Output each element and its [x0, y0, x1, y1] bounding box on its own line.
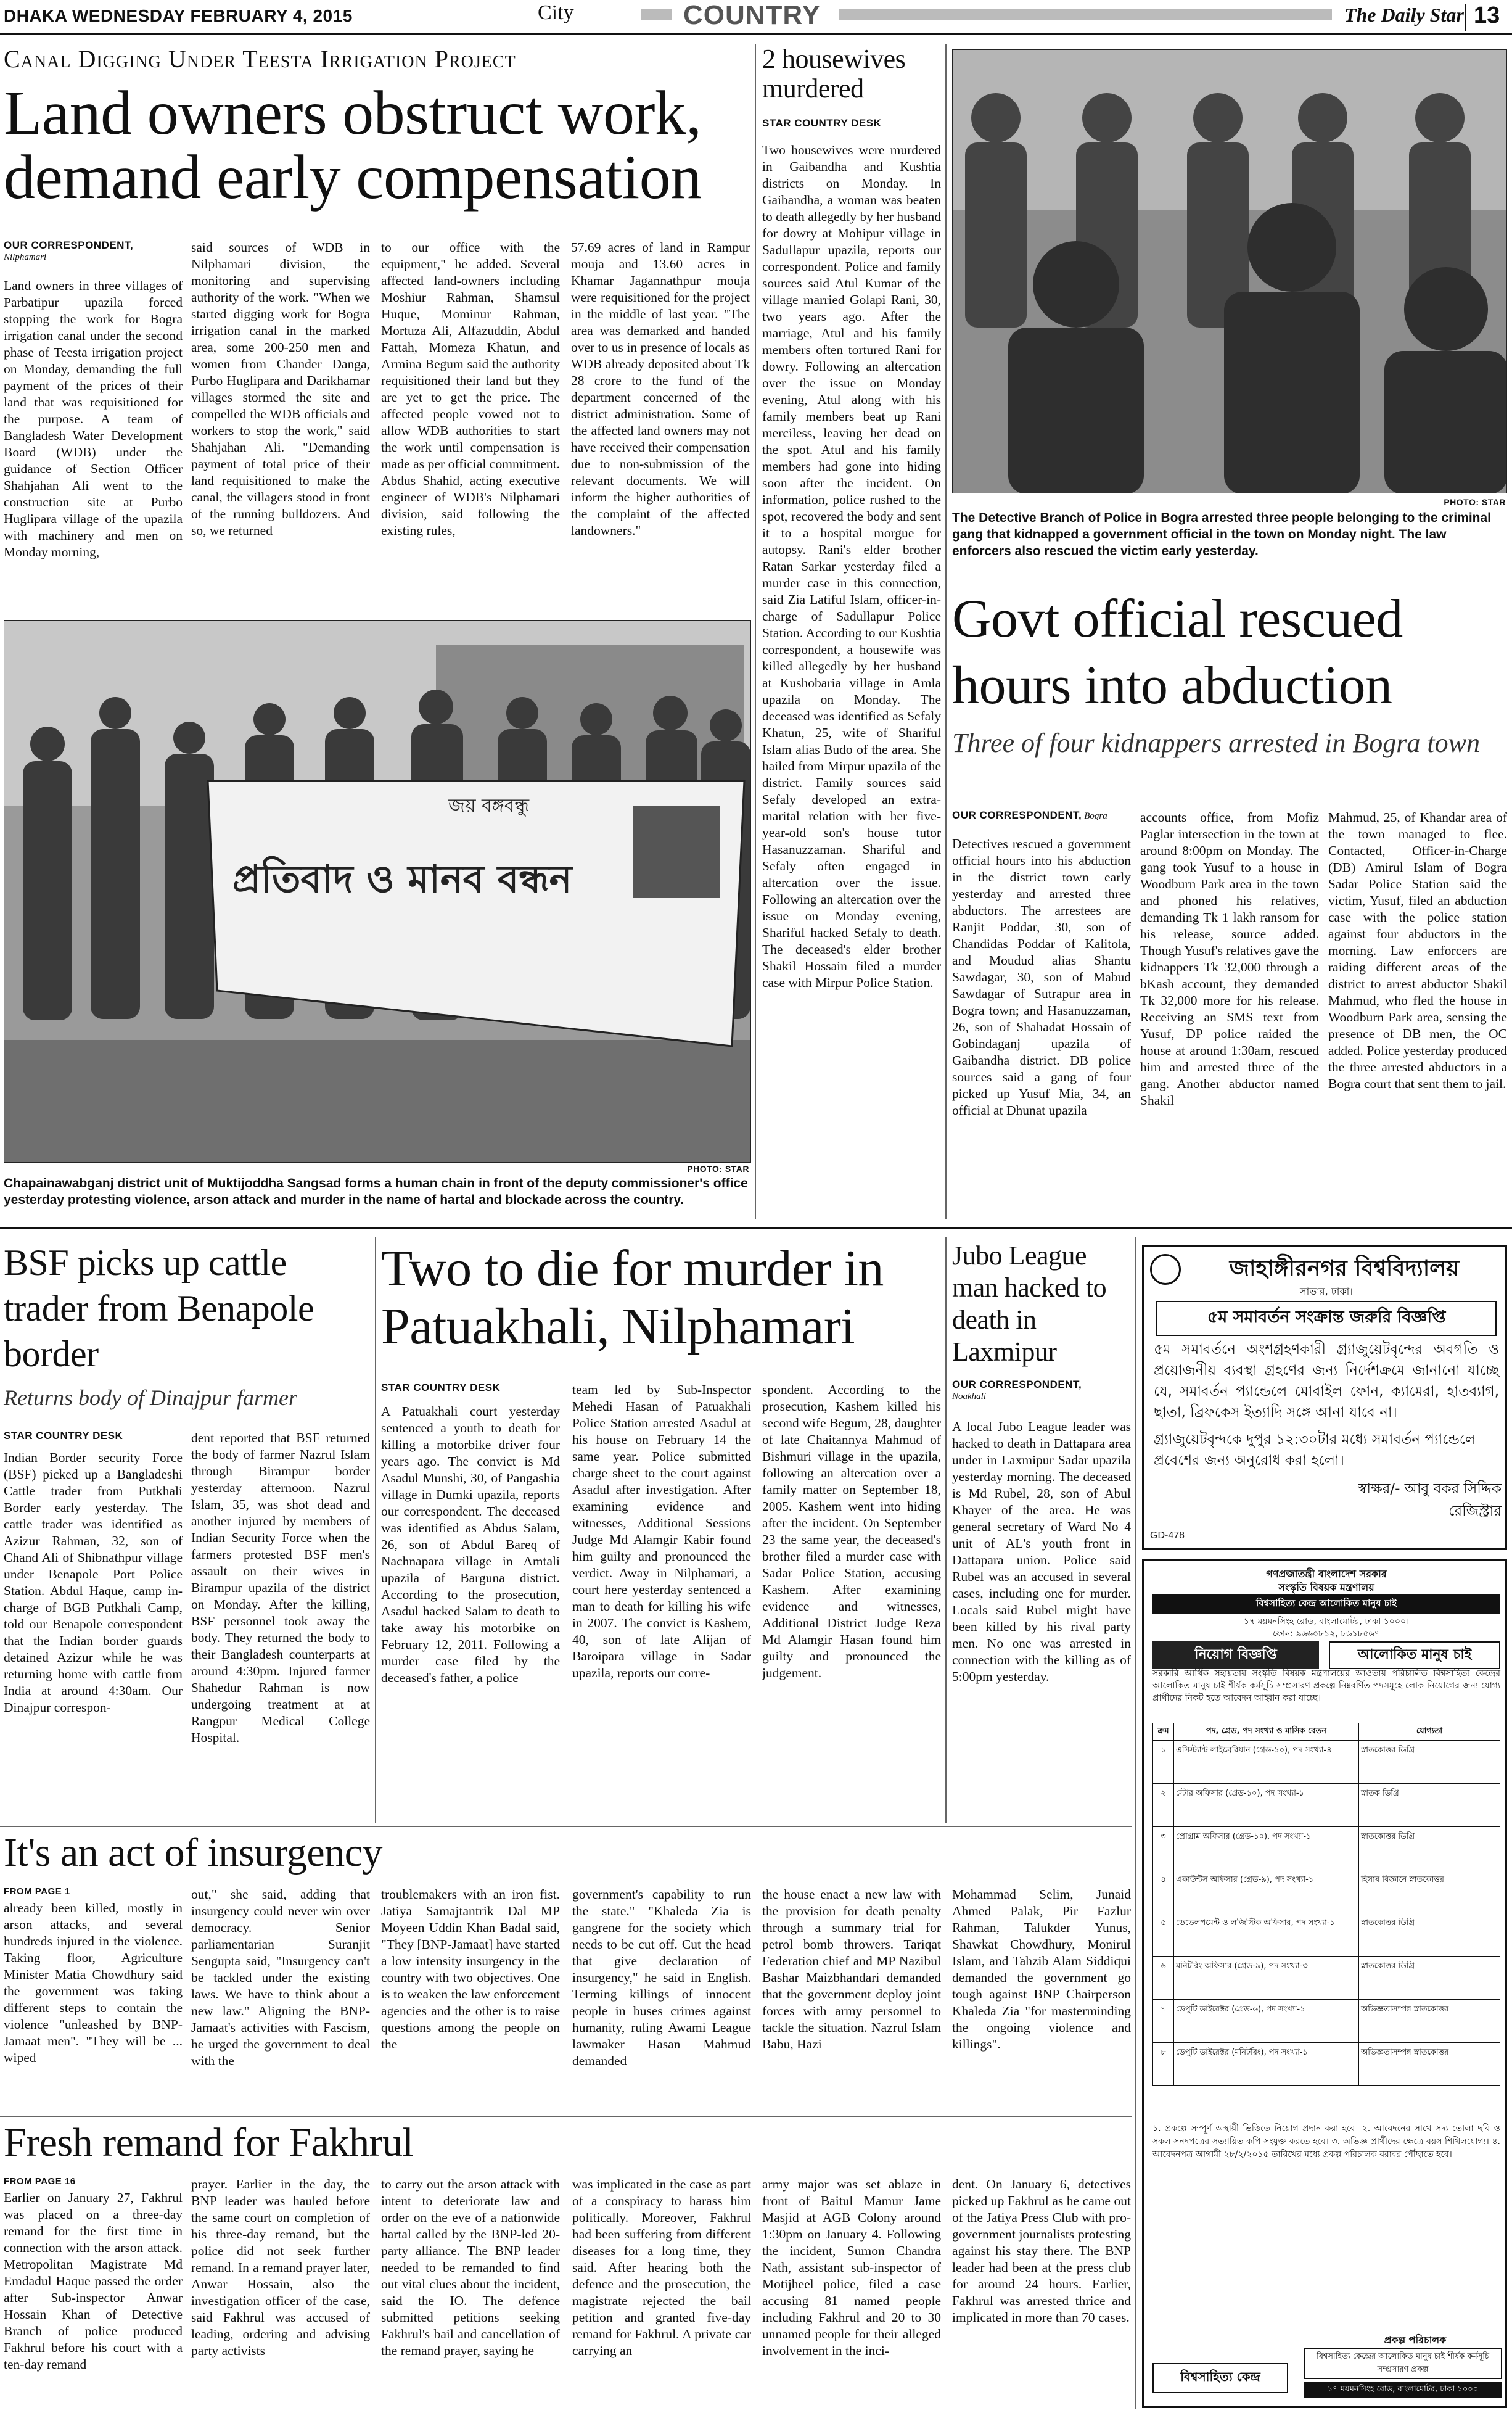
byline-location: Nilphamari [4, 252, 47, 262]
byline: STAR COUNTRY DESK [762, 117, 882, 129]
story-headline: 2 housewives murdered [762, 44, 906, 104]
story-headline: Govt official rescued hours into abduction [952, 589, 1403, 716]
article-column [381, 2176, 560, 2359]
article-text: Two housewives were murdered in Gaibandha and Kushtia districts on Monday. In Gaibandha, a woman was beaten to death allegedly by her husband for dowry at Mohipur village in Sadullapur upazila, reports our correspondent. Police and family sources said Atul Kumar of the village married Golapi Rani, 30, two years ago. After the marriage, Atul and his family members often tortured Rani for dowry. Following an altercation over the issue on Monday evening, Atul along with his family members beat up Rani merciless, leaving her dead on the spot. Atul and his family members had gone into hiding soon after the incident. On information, police rushed to the spot, recovered the body and sent it to a hospital morgue for autopsy. Rani's elder brother Ratan Sarkar yesterday filed a murder case in this connection, said Zia Latiful Islam, officer-in-charge of Sadullapur Police Station. According to our Kushtia correspondent, a housewife was killed allegedly by her husband at Kushobaria village in Amla upazila on Monday. The deceased was identified as Sefaly Khatun, 25, wife of Shariful Islam alias Budo of the area. She hailed from Mirpur upazila of the district. Family sources said Sefaly developed an extra-marital relation with her five-year-old son's house tutor Hasanuzzaman. Shariful and Sefaly often engaged in altercation over the issue. Following an altercation over the issue on Monday evening, Shariful hacked Sefaly to death. The deceased's elder brother Shakil Hossain filed a murder case with Mirpur Police Station. [762, 142, 941, 990]
ad-body-2: গ্র্যাজুয়েটবৃন্দকে দুপুর ১২:৩০টার মধ্যে সমাবর্তন প্যান্ডেলে প্রবেশের জন্য অনুরোধ করা হলো। [1154, 1432, 1476, 1469]
table-cell: হিসাব বিজ্ঞানে স্নাতকোত্তর [1359, 1870, 1500, 1913]
byline [4, 239, 183, 263]
ad-tag-slogan: আলোকিত মানুষ চাই [1329, 1641, 1500, 1669]
university-notice-ad [1142, 1245, 1507, 1550]
table-row [1153, 1957, 1500, 2000]
article-text: Earlier on January 27, Fakhrul was placed on a three-day remand for the first time in connection with the arson attack. Metropolitan Magistrate Md Emdadul Haque passed the order after Sub-inspector Anwar Hossain Khan of Detective Branch of police produced Fakhrul before his court with a ten-day remand [4, 2190, 183, 2372]
recruitment-ad [1142, 1559, 1507, 2408]
table-cell: এসিস্ট্যান্ট লাইব্রেরিয়ান (গ্রেড-১০), পদ সংখ্যা-৪ [1174, 1741, 1359, 1784]
article-column [381, 1886, 560, 2053]
article-text: to our office with the equipment," he added. Several affected land-owners including Moshiur Rahman, Shamsul Huque, Mominur Rahman, Mortuza Ali, Alfazuddin, Abdul Fattah, Momeza Khatun, and Armina Begum said the authority requisitioned their land but they are yet to get the price. The affected people vowed not to allow WDB authorities to start the work until compensation is made as per official commitment. Abdus Shahid, acting executive engineer of WDB's Nilphamari division, said following the existing rules, [381, 240, 560, 538]
ad-phone: ফোন: ৯৬৬০৮১২, ৮৬১৮৫৬৭ [1273, 1629, 1380, 1639]
byline [952, 1379, 1131, 1402]
article-column [572, 2176, 751, 2359]
divider [1465, 4, 1466, 31]
ad-ministry: সংস্কৃতি বিষয়ক মন্ত্রণালয় [1278, 1582, 1374, 1593]
table-cell: ৬ [1153, 1957, 1174, 2000]
article-text: 57.69 acres of land in Rampur mouja and 13.60 acres in Khamar Jagannathpur mouja were requisitioned for the project in the middle of last year. "The area was demarked and handed over to us in presence of locals as WDB already deposited about Tk 28 crore to the fund of the department concerned of the district administration. Some of the affected land owners may not have received their compensation due to non-submission of the relevant documents. We will inform the higher authorities of the complaint of the affected landowners." [571, 240, 750, 538]
ad-intro: সরকারি আর্থিক সহায়তায় সংস্কৃতি বিষয়ক মন্ত্রণালয়ের আওতায় পরিচালিত বিশ্বসাহিত্য কেন্দ্রের আলোকিত মানুষ চাই শীর্ষক কর্মসূচি সম্প্রসারণ প্রকল্পে নিম্নবর্ণিত পদসমূহে লোক নিয়োগের জন্য যোগ্য প্রার্থীদের নিকট হতে আবেদন আহ্বান করা যাচ্ছে। [1152, 1668, 1500, 1703]
masthead [0, 0, 1512, 35]
paper-name: The Daily Star [1344, 4, 1464, 26]
table-cell: ১ [1153, 1741, 1174, 1784]
article-column [191, 1886, 370, 2069]
article-column [1328, 809, 1507, 1092]
article-column [952, 1886, 1131, 2053]
article-text: Indian Border security Force (BSF) picked up a Bangladeshi Cattle trader from Putkhali Border early yesterday. The cattle trader was identified as Azizur Rahman, 32, son of Chand Ali of Shibnathpur village under Benapole Port Police Station. Abdul Haque, camp in-charge of BGB Putkhali Camp, told our Benapole correspondent that the Indian border guards detained Azizur while he was returning home with cattle from India at around 4:30am. Our Dinajpur correspon- [4, 1450, 183, 1715]
ad-footer-address: ১৭ ময়মনসিংহ রোড, বাংলামোটর, ঢাকা ১০০০ [1304, 2382, 1502, 2398]
article-text: was implicated in the case as part of a conspiracy to harass him politically. Moreover, Fakhrul had been suffering from different diseases for a long time, they said. After hearing both the defence and the prosecution, the magistrate rejected the bail petition and granted five-day remand for Fakhrul. A private car carrying an [572, 2177, 751, 2358]
ad-signature: স্বাক্ষর/- আবু বকর সিদ্দিক [1358, 1481, 1502, 1497]
article-column [762, 2176, 941, 2359]
story-deck: Returns body of Dinajpur farmer [4, 1385, 297, 1410]
table-header-cell: যোগ্যতা [1359, 1723, 1500, 1741]
article-text: A Patuakhali court yesterday sentenced a youth to death for killing a motorbike driver four years ago. The convict is Md Asadul Munshi, 30, of Pangashia village in Dumki upazila, reports our correspondent. The deceased was identified as Abdus Salam, 26, son of Abdul Bareq of Nachnapara village in Amtali upazila of Barguna district. According to the prosecution, Asadul hacked Salam to death to take away his motorbike on February 12, 2011. Following a murder case filed by the deceased's father, a police [381, 1404, 560, 1685]
table-row [1153, 2043, 1500, 2086]
table-header-cell: পদ, গ্রেড, পদ সংখ্যা ও মাসিক বেতন [1174, 1723, 1359, 1741]
story-headline: Fresh remand for Fakhrul [4, 2120, 414, 2165]
jump-line: FROM PAGE 1 [4, 1886, 70, 1897]
table-cell: ৭ [1153, 2000, 1174, 2043]
photo-credit: PHOTO: STAR [1444, 497, 1506, 507]
story-deck: Three of four kidnappers arrested in Bogra town [952, 728, 1480, 758]
photo-caption: The Detective Branch of Police in Bogra arrested three people belonging to the criminal gang that kidnapped a government official in the town on Monday night. The law enforcers also rescued the victim early yesterday. [952, 511, 1492, 558]
article-column [572, 1382, 751, 1681]
banner-slogan: জয় বঙ্গবন্ধু [448, 795, 530, 817]
byline-location: Bogra [1084, 811, 1107, 821]
article-column [952, 1419, 1131, 1685]
article-text: Land owners in three villages of Parbatipur upazila forced stopping the work for Bogra irrigation canal under the second phase of Teesta irrigation project on Monday, demanding the full payment of the prices of their land that was requisitioned for the purpose. A team of Bangladesh Water Development Board (WDB) under the guidance of Section Officer Shahjahan Ali went to the construction site at Purbo Huglipara village of the upazila with machinery and men on Monday morning, [4, 278, 183, 559]
article-text: spondent. According to the prosecution, Kashem killed his second wife Begum, 28, daughter of late Chaitannya Mahmud of Bishmuri village in the upazila, following an altercation over a family matter on September 18, 2005. Kashem went into hiding after the incident. On September 23 the same year, the deceased's brother filed a murder case with Sadar Police Station, accusing Kashem. After examining evidence and witnesses, Additional District Judge Reza Md Alamgir Hasan found him guilty and pronounced the judgement. [762, 1382, 941, 1680]
table-row [1153, 2000, 1500, 2043]
article-text: A local Jubo League leader was hacked to death in Dattapara area under in Laxmipur Sadar upazila yesterday morning. The deceased is Md Rubel, 28, son of Abul Khayer of the area. He was general secretary of Ward No 4 unit of AL's youth front in Dattapara union. Police said Rubel was an accused in several cases, including one for murder. Locals said Rubel might have been killed by his rival party men. No one was arrested in connection with the killing as of 5:00pm yesterday. [952, 1419, 1131, 1684]
byline-name: OUR CORRESPONDENT, [952, 809, 1082, 821]
story-headline: Two to die for murder in Patuakhali, Nilphamari [381, 1240, 884, 1355]
ad-org: বিশ্বসাহিত্য কেন্দ্র আলোকিত মানুষ চাই [1152, 1594, 1500, 1614]
jump-line: FROM PAGE 16 [4, 2176, 76, 2187]
table-cell: অভিজ্ঞতাসম্পন্ন স্নাতকোত্তর [1359, 2043, 1500, 2086]
table-cell: একাউন্টস অফিসার (গ্রেড-৯), পদ সংখ্যা-১ [1174, 1870, 1359, 1913]
table-cell: অভিজ্ঞতাসম্পন্ন স্নাতকোত্তর [1359, 2000, 1500, 2043]
byline: STAR COUNTRY DESK [4, 1430, 123, 1442]
story-headline: Land owners obstruct work, demand early compensation [4, 78, 702, 213]
table-cell: স্নাতক ডিগ্রি [1359, 1784, 1500, 1827]
article-text: said sources of WDB in Nilphamari division, the monitoring and supervising authority of the work. "When we started digging work for Bogra irrigation canal in the marked area, some 200-250 men and women from Chander Danga, Purbo Huglipara and Darikhamar villages stormed the site and compelled the WDB officials and workers to stop the work," said Shahjahan Ali. "Demanding payment of total price of their land requisitioned to make the canal, the villagers stood in front of the running bulldozers. And so, we returned [191, 240, 370, 538]
table-header-cell: ক্রম [1153, 1723, 1174, 1741]
article-column [1140, 809, 1319, 1109]
ad-body: ৫ম সমাবর্তনে অংশগ্রহণকারী গ্র্যাজুয়েটবৃন্দের অবগতি ও প্রয়োজনীয় ব্যবস্থা গ্রহণের জন্য নির্দেশক্রমে জানানো যাচ্ছে যে, সমাবর্তন প্যান্ডেলে মোবাইল ফোন, ক্যামেরা, হাতব্যাগ, ছাতা, ব্রিফকেস ইত্যাদি সঙ্গে আনা যাবে না। [1154, 1342, 1499, 1421]
article-column [762, 142, 941, 991]
column-rule [1135, 1237, 1136, 2409]
table-row [1153, 1741, 1500, 1784]
column-rule [755, 44, 756, 1219]
article-text: Mahmud, 25, of Khandar area of the town managed to flee. Contacted, Officer-in-Charge (DB) Amirul Islam of Bogra Sadar Police Station said the victim, Yusuf, filed an abduction case with the police station against four abductors in the morning. Law enforcers are raiding different areas of the district to arrest abductor Shakil Mahmud, who fled the house in Woodburn Park area, sensing the presence of DB men, the OC added. Police yesterday produced the three arrested abductors in a Bogra court that sent them to jail. [1328, 810, 1507, 1091]
ad-logo: বিশ্বসাহিত্য কেন্দ্র [1152, 2363, 1288, 2393]
article-column [381, 239, 560, 539]
table-row [1153, 1827, 1500, 1870]
ad-terms: ১. প্রকল্পে সম্পূর্ণ অস্থায়ী ভিত্তিতে নিয়োগ প্রদান করা হবে। ২. আবেদনের সাথে সদ্য তোলা ছবি ও সকল সনদপত্রের সত্যায়িত কপি সংযুক্ত করতে হবে। ৩. অভিজ্ঞ প্রার্থীদের ক্ষেত্রে বয়স শিথিলযোগ্য। ৪. আবেদনপত্র আগামী ২৮/২/২০১৫ তারিখের মধ্যে প্রকল্প পরিচালক বরাবর পৌঁছাতে হবে। [1152, 2124, 1500, 2159]
story-kicker: Canal Digging Under Teesta Irrigation Project [4, 45, 516, 73]
byline-name: OUR CORRESPONDENT, [4, 239, 134, 251]
ad-code: GD-478 [1150, 1530, 1185, 1541]
ad-footer-title: প্রকল্প পরিচালক [1384, 2334, 1447, 2346]
story-headline: It's an act of insurgency [4, 1830, 382, 1875]
ad-signature-title: রেজিস্ট্রার [1448, 1503, 1502, 1519]
table-cell: ডেপুটি ডাইরেক্টর (মনিটরিং), পদ সংখ্যা-১ [1174, 2043, 1359, 2086]
table-cell: স্নাতকোত্তর ডিগ্রি [1359, 1957, 1500, 2000]
page-number: 13 [1474, 2, 1500, 28]
article-text: dent reported that BSF returned the body of farmer Nazrul Islam through Birampur border yesterday afternoon. Nazrul Islam, 35, was shot dead and another injured by members of Indian Security Force when the farmers protested BSF men's assault on their wives in Birampur upazila of the district on Monday. After the killing, BSF personnel took away the body. They returned the body to their Bangladesh counterparts at around 4:30pm. Injured farmer Shahedur Rahman is now undergoing treatment at at Rangpur Medical College Hospital. [191, 1430, 370, 1745]
city-label: City [538, 1, 574, 24]
table-cell: প্রোগ্রাম অফিসার (গ্রেড-১০), পদ সংখ্যা-১ [1174, 1827, 1359, 1870]
story-headline: BSF picks up cattle trader from Benapole border [4, 1242, 314, 1374]
dateline: DHAKA WEDNESDAY FEBRUARY 4, 2015 [4, 6, 353, 25]
article-text: government's capability to run the state." "Khaleda Zia is gangrene for the society which needs to be cut off. Cut the head that give declaration of insurgency," he said in English. Terming killings of innocent people in buses crimes against humanity, ruling Awami League lawmaker Hasan Mahmud demanded [572, 1887, 751, 2068]
article-text: team led by Sub-Inspector Mehedi Hasan of Patuakhali Police Station arrested Asadul at his house on February 14 the same year. Police submitted charge sheet to the court against Asadul after investigation. After examining evidence and witnesses, Additional Sessions Judge Md Alamgir Kabir found him guilty and pronounced the verdict. Away in Nilphamari, a court here yesterday sentenced a man to death for killing his wife in 2007. The convict is Kashem, 40, son of late Alijan of Baroipara village in Sadar upazila, reports our corre- [572, 1382, 751, 1680]
article-text: army major was set ablaze in front of Baitul Mamur Jame Masjid at AGB Colony around 1:30pm on January 4. Following the incident, Sumon Chandra Nath, assistant sub-inspector of Motijheel police, filed a case accusing 81 named people including Fakhrul and 20 to 30 unnamed people for their alleged involvement in the inci- [762, 2177, 941, 2358]
section-rule [0, 2116, 1132, 2117]
article-column [4, 1900, 183, 2066]
university-seal-icon [1150, 1254, 1181, 1285]
table-cell: ২ [1153, 1784, 1174, 1827]
article-column [571, 239, 750, 539]
photo-illustration [953, 50, 1507, 493]
ad-address: ১৭ ময়মনসিংহ রোড, বাংলামোটর, ঢাকা ১০০০। [1243, 1617, 1410, 1627]
article-text: Detectives rescued a government official hours into his abduction in the district town early yesterday and arrested three abductors. The arrestees are Ranjit Poddar, 30, son of Chandidas Poddar of Kalitola, and Moudud alias Shantu Sawdagar, 30, son of Mabud Sawdagar of Sutrapur area in Bogra town; and Hasanuzzaman, 26, son of Shahadat Hossain of Gobindaganj upazila of Gaibandha district. DB police sources said a gang of four picked up Yusuf Mia, 34, an official at Dhunat upazila [952, 836, 1131, 1118]
photo-caption: Chapainawabganj district unit of Muktijoddha Sangsad forms a human chain in front of the deputy commissioner's office yesterday protesting violence, arson attack and murder in the name of hartal and blockade across the country. [4, 1176, 748, 1207]
byline-name: OUR CORRESPONDENT, [952, 1379, 1082, 1390]
byline-location: Noakhali [952, 1392, 986, 1401]
table-cell: স্নাতকোত্তর ডিগ্রি [1359, 1827, 1500, 1870]
section-rule [0, 1227, 1512, 1229]
table-cell: স্নাতকোত্তর ডিগ্রি [1359, 1741, 1500, 1784]
article-column [191, 2176, 370, 2359]
article-column [381, 1403, 560, 1686]
article-text: Mohammad Selim, Junaid Ahmed Palak, Pir Fazlur Rahman, Talukder Yunus, Shawkat Chowdhury, Monirul Islam, and Tahzib Alam Siddiqui demanded the government go tough against BNP Chairperson Khaleda Zia "for masterminding the ongoing violence and killings". [952, 1887, 1131, 2052]
article-column [191, 239, 370, 539]
table-cell: ৪ [1153, 1870, 1174, 1913]
article-column [4, 2190, 183, 2373]
ad-notice-title: ৫ম সমাবর্তন সংক্রান্ত জরুরি বিজ্ঞপ্তি [1156, 1301, 1497, 1336]
byline: STAR COUNTRY DESK [381, 1382, 501, 1393]
ad-title: জাহাঙ্গীরনগর বিশ্ববিদ্যালয় [1229, 1256, 1460, 1281]
article-text: to carry out the arson attack with intent to deteriorate law and order on the eve of a nationwide hartal called by the BNP-led 20-party alliance. The BNP leader needed to be remanded to find out vital clues about the incident, said the IO. The defence submitted petitions seeking Fakhrul's bail and cancellation of the remand prayer, saying he [381, 2177, 560, 2358]
byline [952, 809, 1131, 822]
photo-illustration [4, 621, 751, 1163]
table-cell: ৩ [1153, 1827, 1174, 1870]
section-title: COUNTRY [683, 0, 821, 30]
positions-table [1152, 1723, 1500, 2086]
column-rule [945, 1237, 947, 1823]
article-text: out," she said, adding that insurgency could never win over democracy. Senior parliamentarian Suranjit Sengupta said, "Insurgency can't be tackled under the existing laws. We have to think about a new law." Aligning the BNP-Jamaat's activities with Fascism, he urged the government to deal with the [191, 1887, 370, 2068]
ad-tag-recruitment: নিয়োগ বিজ্ঞপ্তি [1152, 1641, 1319, 1669]
arrested-suspects-photo [952, 49, 1507, 493]
article-column [952, 2176, 1131, 2326]
table-header-row [1153, 1723, 1500, 1741]
article-text: dent. On January 6, detectives picked up Fakhrul as he came out of the Jatiya Press Club with pro-government journalists protesting against his stay there. The BNP leader had been at the press club for around 24 hours. Earlier, Fakhrul was arrested thrice and implicated in more than 70 cases. [952, 2177, 1131, 2325]
article-column [4, 278, 183, 561]
table-row [1153, 1870, 1500, 1913]
article-column [4, 1450, 183, 1716]
table-cell: ডেপুটি ডাইরেক্টর (গ্রেড-৬), পদ সংখ্যা-১ [1174, 2000, 1359, 2043]
table-row [1153, 1913, 1500, 1957]
banner-title: প্রতিবাদ ও মানব বন্ধন [232, 856, 572, 901]
article-column [191, 1430, 370, 1746]
table-cell: স্টোর অফিসার (গ্রেড-১০), পদ সংখ্যা-১ [1174, 1784, 1359, 1827]
table-cell: ৫ [1153, 1913, 1174, 1957]
article-text: the house enact a new law with the provision for death penalty through a summary trial for petrol bomb throwers. Tariqat Federation chief and MP Nazibul Bashar Maizbhandari demanded that the government deploy joint forces with army personnel to tackle the situation. Nazrul Islam Babu, Hazi [762, 1887, 941, 2052]
story-headline: Jubo League man hacked to death in Laxmipur [952, 1240, 1107, 1367]
article-column [572, 1886, 751, 2069]
article-text: accounts office, from Mofiz Paglar intersection in the town at around 8:00pm on Monday. The gang took Yusuf to a house in Woodburn Park area in the town and phoned his relatives, demanding Tk 1 lakh ransom for his release, source added. Though Yusuf's relatives gave the kidnappers Tk 32,000 through a bKash account, they demanded Tk 32,000 more for his release. Receiving an SMS text from Yusuf, DP police raided the house at around 1:30am, rescued him and arrested three of the gang. Another abductor named Shakil [1140, 810, 1319, 1108]
masthead-bar [641, 9, 672, 20]
table-cell: মনিটরিং অফিসার (গ্রেড-৯), পদ সংখ্যা-৩ [1174, 1957, 1359, 2000]
article-text: troublemakers with an iron fist. Jatiya Samajtantrik Dal MP Moyeen Uddin Khan Badal said, "They [BNP-Jamaat] have started a low intensity insurgency in the country with two objectives. One is to weaken the law enforcement agencies and the other is to raise questions among the people on the [381, 1887, 560, 2052]
ad-gov: গণপ্রজাতন্ত্রী বাংলাদেশ সরকার [1266, 1568, 1387, 1580]
ad-footer-org: বিশ্বসাহিত্য কেন্দ্রের আলোকিত মানুষ চাই শীর্ষক কর্মসূচি সম্প্রসারণ প্রকল্প [1304, 2348, 1502, 2379]
article-column [762, 1886, 941, 2053]
human-chain-photo [4, 620, 751, 1163]
table-cell: ডেভেলপমেন্ট ও লজিস্টিক অফিসার, পদ সংখ্যা-১ [1174, 1913, 1359, 1957]
column-rule [945, 44, 947, 1219]
article-column [762, 1382, 941, 1681]
section-rule [0, 1826, 1132, 1827]
article-text: already been killed, mostly in arson attacks, and several hundreds injured in the violence. Taking floor, Agriculture Minister Matia Chowdhury said the government was taking different steps to contain the violence "unleashed by BNP-Jamaat men". "They will be ... wiped [4, 1900, 183, 2065]
column-rule [375, 1237, 376, 1823]
table-cell: স্নাতকোত্তর ডিগ্রি [1359, 1913, 1500, 1957]
article-text: prayer. Earlier in the day, the BNP leader was hauled before the same court on completion of his three-day remand, but the police did not seek further remand. In a remand prayer later, Anwar Hossain, also the investigation officer of the case, said Fakhrul was accused of leading, ordering and advising party activists [191, 2177, 370, 2358]
ad-subtitle: সাভার, ঢাকা। [1300, 1285, 1353, 1297]
article-column [952, 836, 1131, 1119]
masthead-bar [839, 9, 1332, 20]
photo-credit: PHOTO: STAR [687, 1164, 749, 1174]
table-cell: ৮ [1153, 2043, 1174, 2086]
table-row [1153, 1784, 1500, 1827]
